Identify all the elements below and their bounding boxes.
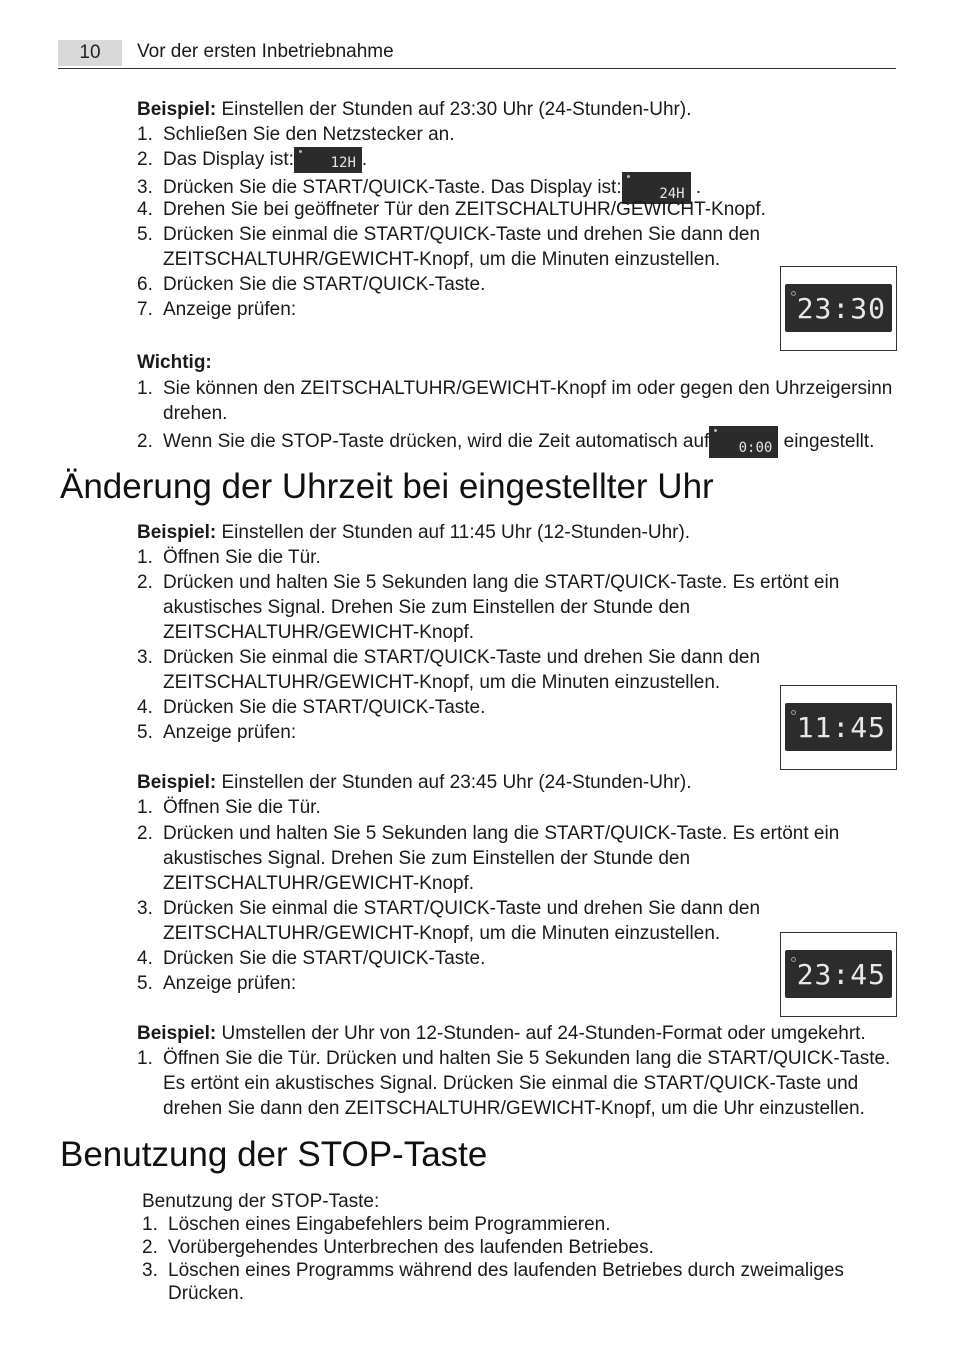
list-item-continuation: akustisches Signal. Drehen Sie zum Einstellen der Stunde den bbox=[163, 848, 691, 869]
list-item: 3. Drücken Sie einmal die START/QUICK-Taste und drehen Sie dann den bbox=[137, 898, 761, 919]
display-image-2330: 23:30 bbox=[780, 266, 897, 351]
section-title: Benutzung der STOP-Taste bbox=[60, 1135, 488, 1174]
list-item-continuation: Drücken. bbox=[168, 1283, 245, 1304]
list-item: 5. Anzeige prüfen: bbox=[137, 722, 297, 743]
list-item: 7. Anzeige prüfen: bbox=[137, 299, 297, 320]
example-line: Beispiel: Einstellen der Stunden auf 11:45 Uhr (12-Stunden-Uhr). bbox=[137, 522, 691, 543]
list-item: 2. Drücken und halten Sie 5 Sekunden lang die START/QUICK-Taste. Es ertönt ein bbox=[137, 823, 840, 844]
list-item-continuation: drehen. bbox=[163, 403, 228, 424]
list-item: 6. Drücken Sie die START/QUICK-Taste. bbox=[137, 274, 486, 295]
list-item: 2. Das Display ist: 12H . bbox=[137, 147, 367, 173]
list-item: 5. Drücken Sie einmal die START/QUICK-Taste und drehen Sie dann den bbox=[137, 224, 761, 245]
list-item: 1. Öffnen Sie die Tür. bbox=[137, 547, 321, 568]
display-image-12h: 12H bbox=[294, 147, 362, 173]
list-item-continuation: ZEITSCHALTUHR/GEWICHT-Knopf, um die Minuten einzustellen. bbox=[163, 249, 721, 270]
header-title: Vor der ersten Inbetriebnahme bbox=[137, 41, 394, 62]
list-item: 2. Drücken und halten Sie 5 Sekunden lang die START/QUICK-Taste. Es ertönt ein bbox=[137, 572, 840, 593]
list-item-continuation: Es ertönt ein akustisches Signal. Drücken Sie einmal die START/QUICK-Taste und bbox=[163, 1073, 859, 1094]
section-title: Änderung der Uhrzeit bei eingestellter Uhr bbox=[60, 467, 714, 506]
example-line: Beispiel: Einstellen der Stunden auf 23:45 Uhr (24-Stunden-Uhr). bbox=[137, 772, 692, 793]
display-image-2345: 23:45 bbox=[780, 932, 897, 1017]
display-image-24h: 24H bbox=[622, 172, 691, 204]
note-heading: Wichtig: bbox=[137, 352, 212, 373]
display-image-000: 0:00 bbox=[709, 426, 778, 458]
example-line bbox=[137, 97, 691, 122]
list-item: 3. Drücken Sie einmal die START/QUICK-Taste und drehen Sie dann den bbox=[137, 647, 761, 668]
list-item-continuation: akustisches Signal. Drehen Sie zum Einstellen der Stunde den bbox=[163, 597, 691, 618]
list-item-continuation: drehen Sie dann den ZEITSCHALTUHR/GEWICHT-Knopf, um die Uhr einzustellen. bbox=[163, 1098, 865, 1119]
list-item: 1. Öffnen Sie die Tür. bbox=[137, 797, 321, 818]
list-item: 1. Sie können den ZEITSCHALTUHR/GEWICHT-Knopf im oder gegen den Uhrzeigersinn bbox=[137, 378, 893, 399]
list-item: 1. Schließen Sie den Netzstecker an. bbox=[137, 124, 455, 145]
list-item: 1. Öffnen Sie die Tür. Drücken und halten Sie 5 Sekunden lang die START/QUICK-Taste. bbox=[137, 1048, 891, 1069]
list-item: 1. Löschen eines Eingabefehlers beim Programmieren. bbox=[142, 1214, 611, 1235]
list-item: 3. Löschen eines Programms während des laufenden Betriebes durch zweimaliges bbox=[142, 1260, 844, 1281]
list-item: 2. Wenn Sie die STOP-Taste drücken, wird die Zeit automatisch auf 0:00 eingestellt. bbox=[137, 426, 874, 458]
list-item: 4. Drücken Sie die START/QUICK-Taste. bbox=[137, 948, 486, 969]
example-text: Einstellen der Stunden auf 23:30 Uhr (24-Stunden-Uhr). bbox=[216, 99, 692, 120]
list-item: 2. Vorübergehendes Unterbrechen des laufenden Betriebes. bbox=[142, 1237, 654, 1258]
list-item-continuation: ZEITSCHALTUHR/GEWICHT-Knopf, um die Minuten einzustellen. bbox=[163, 672, 721, 693]
list-item: 4. Drehen Sie bei geöffneter Tür den ZEITSCHALTUHR/GEWICHT-Knopf. bbox=[137, 199, 766, 220]
page-number: 10 bbox=[58, 40, 122, 66]
header-rule bbox=[58, 68, 896, 69]
example-label: Beispiel: bbox=[137, 99, 217, 120]
list-item: 4. Drücken Sie die START/QUICK-Taste. bbox=[137, 697, 486, 718]
list-item: 5. Anzeige prüfen: bbox=[137, 973, 297, 994]
intro-text: Benutzung der STOP-Taste: bbox=[142, 1191, 380, 1212]
example-line: Beispiel: Umstellen der Uhr von 12-Stunden- auf 24-Stunden-Format oder umgekehrt. bbox=[137, 1023, 866, 1044]
list-item-continuation: ZEITSCHALTUHR/GEWICHT-Knopf. bbox=[163, 873, 475, 894]
list-item: 3. Drücken Sie die START/QUICK-Taste. Das Display ist: 24H . bbox=[137, 172, 701, 204]
list-item-continuation: ZEITSCHALTUHR/GEWICHT-Knopf, um die Minuten einzustellen. bbox=[163, 923, 721, 944]
list-item-continuation: ZEITSCHALTUHR/GEWICHT-Knopf. bbox=[163, 622, 475, 643]
display-image-1145: 11:45 bbox=[780, 685, 897, 770]
